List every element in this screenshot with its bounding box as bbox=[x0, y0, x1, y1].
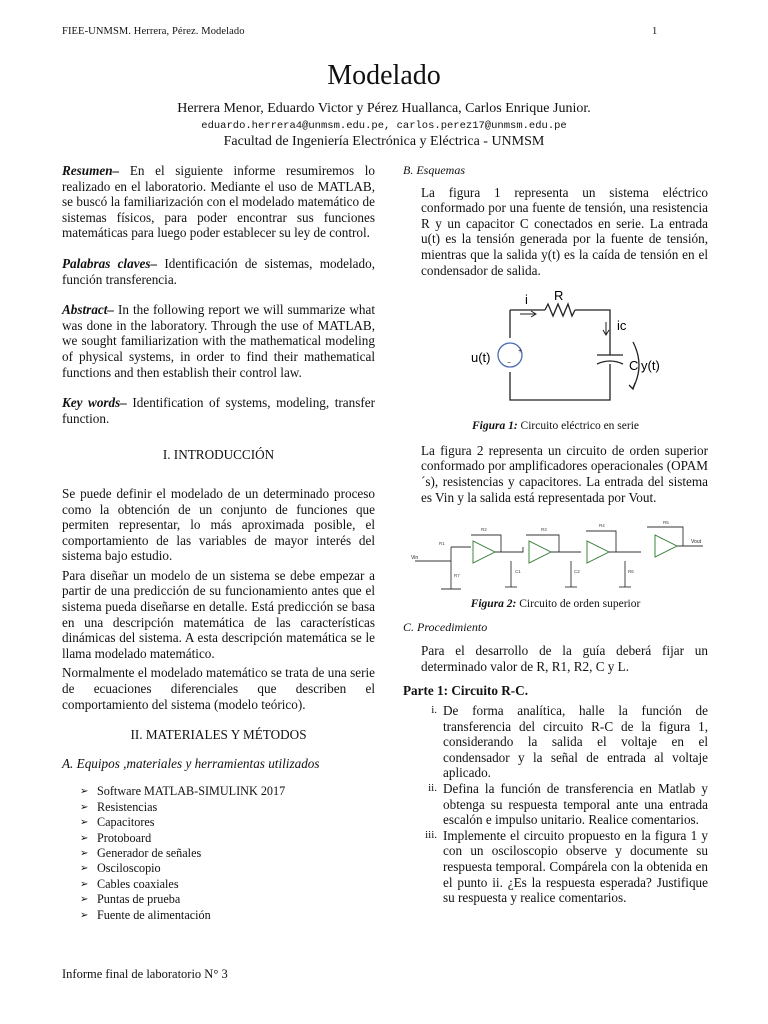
label-i: i bbox=[525, 292, 528, 308]
figure-2 bbox=[411, 517, 711, 593]
palabras-label: Palabras claves– bbox=[62, 255, 158, 271]
list-item: ➢ Osciloscopio bbox=[80, 861, 161, 876]
svg-text:R1: R1 bbox=[439, 541, 445, 547]
page-number: 1 bbox=[652, 26, 658, 37]
abstract-text: In the following report we will summarize what was done in the laboratory. Through the use of MATLAB, we sought familiarization with the mathematical modeling of physical systems, in order to find their mathematical functions and then establish their control law. bbox=[62, 302, 375, 380]
svg-text:C1: C1 bbox=[515, 569, 521, 575]
svg-text:C2: C2 bbox=[574, 569, 580, 575]
list-item: ➢ Generador de señales bbox=[80, 846, 202, 861]
figure-2-caption: Figura 2: Circuito de orden superior bbox=[470, 598, 641, 611]
arrow-bullet-icon: ➢ bbox=[80, 817, 89, 829]
paper-affiliation: Facultad de Ingeniería Electrónica y Eléctrica - UNMSM bbox=[223, 134, 545, 149]
list-item: ➢ Fuente de alimentación bbox=[80, 907, 211, 922]
svg-text:R7: R7 bbox=[454, 573, 460, 579]
paper-authors: Herrera Menor, Eduardo Victor y Pérez Huallanca, Carlos Enrique Junior. bbox=[177, 101, 591, 116]
keywords-paragraph bbox=[62, 395, 375, 426]
list-item: iii. Implemente el circuito propuesto en la figura 1 y con un osciloscopio observe y documente su respuesta temporal. Compárela con la obtenida en el punto ii. ¿Es la respuesta esperada? Justifique su respuesta y realice comentarios. bbox=[425, 827, 708, 906]
arrow-bullet-icon: ➢ bbox=[80, 786, 89, 798]
arrow-bullet-icon: ➢ bbox=[80, 848, 89, 860]
arrow-bullet-icon: ➢ bbox=[80, 801, 89, 813]
resumen-label: Resumen– bbox=[62, 163, 120, 178]
intro-paragraph-1: Se puede definir el modelado de un determinado proceso como la obtención de un conjunto de funciones que permiten representar, lo más aproximada posible, el comportamiento de las variables de mayor interés del sistema bajo estudio. bbox=[62, 485, 375, 564]
plus-icon: + bbox=[518, 348, 523, 356]
abstract-label: Abstract– bbox=[62, 302, 115, 318]
label-ut: u(t) bbox=[471, 350, 491, 366]
esquemas-paragraph-2: La figura 2 representa un circuito de orden superior conformado por amplificadores operacionales (OPAM´s), resistencias y capacitores. La entrada del sistema es Vin y la salida está representada por Vout. bbox=[421, 442, 708, 505]
procedimiento-paragraph: Para el desarrollo de la guía deberá fijar un determinado valor de R, R1, R2, C y L. bbox=[421, 643, 708, 674]
resumen-text: En el siguiente informe resumiremos lo realizado en el laboratorio. Mediante el uso de MATLAB, se buscó la familiarización con el modelado matemático de sistemas físicos, para poder encontrar sus funciones matemáticas para luego poder establecer su ley de control. bbox=[62, 163, 375, 241]
svg-text:R4: R4 bbox=[599, 523, 605, 529]
svg-text:R3: R3 bbox=[541, 527, 547, 533]
keywords-label: Key words– bbox=[62, 395, 127, 411]
figure-1 bbox=[465, 290, 665, 415]
rc-circuit-diagram bbox=[465, 290, 665, 415]
page-footer: Informe final de laboratorio N° 3 bbox=[62, 967, 228, 981]
higher-order-circuit-diagram bbox=[411, 517, 711, 593]
esquemas-paragraph-1: La figura 1 representa un sistema eléctrico conformado por una fuente de tensión, una resistencia R y un capacitor C conectados en serie. La entrada u(t) es la tensión generada por la fuente de tensión, mientras que la salida y(t) es la caída de tensión en el condensador de salida. bbox=[421, 184, 708, 278]
svg-text:R6: R6 bbox=[628, 569, 634, 575]
arrow-bullet-icon: ➢ bbox=[80, 894, 89, 906]
label-ic: ic bbox=[617, 318, 627, 334]
arrow-bullet-icon: ➢ bbox=[80, 878, 89, 890]
subsection-procedimiento: C. Procedimiento bbox=[403, 619, 488, 634]
abstract-paragraph bbox=[62, 302, 375, 380]
paper-title: Modelado bbox=[327, 60, 441, 91]
right-column bbox=[403, 163, 708, 906]
part-1-heading: Parte 1: Circuito R-C. bbox=[403, 682, 528, 698]
figure-1-caption: Figura 1: Circuito eléctrico en serie bbox=[471, 420, 640, 433]
palabras-paragraph bbox=[62, 256, 375, 287]
keywords-text: Identification of systems, modeling, transfer function. bbox=[62, 395, 375, 426]
subsection-esquemas: B. Esquemas bbox=[403, 163, 465, 177]
arrow-bullet-icon: ➢ bbox=[80, 863, 89, 875]
running-header: FIEE-UNMSM. Herrera, Pérez. Modelado bbox=[62, 26, 245, 37]
left-column bbox=[62, 163, 375, 923]
list-item: ii. Defina la función de transferencia en Matlab y obtenga su respuesta temporal ante una entrada escalón e impulso unitario. Realice comentarios. bbox=[428, 781, 708, 828]
intro-paragraph-3: Normalmente el modelado matemático se trata de una serie de ecuaciones diferenciales que describen el comportamiento del sistema (modelo teórico). bbox=[62, 665, 375, 712]
arrow-bullet-icon: ➢ bbox=[80, 909, 89, 921]
minus-icon: − bbox=[507, 360, 512, 368]
list-item: ➢ Protoboard bbox=[80, 830, 152, 845]
label-c: C bbox=[629, 358, 639, 374]
list-item: ➢ Cables coaxiales bbox=[80, 876, 179, 891]
list-item: ➢ Puntas de prueba bbox=[80, 892, 181, 907]
svg-text:R2: R2 bbox=[481, 527, 487, 533]
section-materiales: II. MATERIALES Y MÉTODOS bbox=[130, 727, 307, 743]
label-yt: y(t) bbox=[641, 358, 660, 374]
list-item: ➢ Software MATLAB-SIMULINK 2017 bbox=[80, 784, 286, 799]
materials-list bbox=[80, 784, 375, 923]
steps-list bbox=[403, 703, 708, 906]
section-introduccion: I. INTRODUCCIÓN bbox=[162, 447, 275, 463]
intro-paragraph-2: Para diseñar un modelo de un sistema se debe empezar a partir de una predicción de su funcionamiento antes que el sistema pueda diseñarse en detalle. Está predicción se basa en una descripción matemática de las características dinámicas del sistema. A esta descripción matemática se le llama modelado matemático. bbox=[62, 567, 375, 661]
list-item: i. De forma analítica, halle la función de transferencia del circuito R-C de la figura 1, considerando la salida el voltaje en el condensador y la señal de entrada al voltaje aplicado. bbox=[431, 703, 708, 781]
paper-emails: eduardo.herrera4@unmsm.edu.pe, carlos.perez17@unmsm.edu.pe bbox=[201, 120, 567, 132]
palabras-text: Identificación de sistemas, modelado, función transferencia. bbox=[62, 255, 375, 287]
subsection-equipos: A. Equipos ,materiales y herramientas utilizados bbox=[62, 755, 320, 771]
list-item: ➢ Resistencias bbox=[80, 799, 158, 814]
svg-text:R5: R5 bbox=[663, 520, 669, 526]
label-r: R bbox=[554, 290, 564, 304]
resumen-paragraph bbox=[62, 163, 375, 241]
arrow-bullet-icon: ➢ bbox=[80, 832, 89, 844]
list-item: ➢ Capacitores bbox=[80, 815, 155, 830]
vout-label: Vout bbox=[691, 539, 702, 546]
vin-label: Vin bbox=[411, 555, 419, 562]
